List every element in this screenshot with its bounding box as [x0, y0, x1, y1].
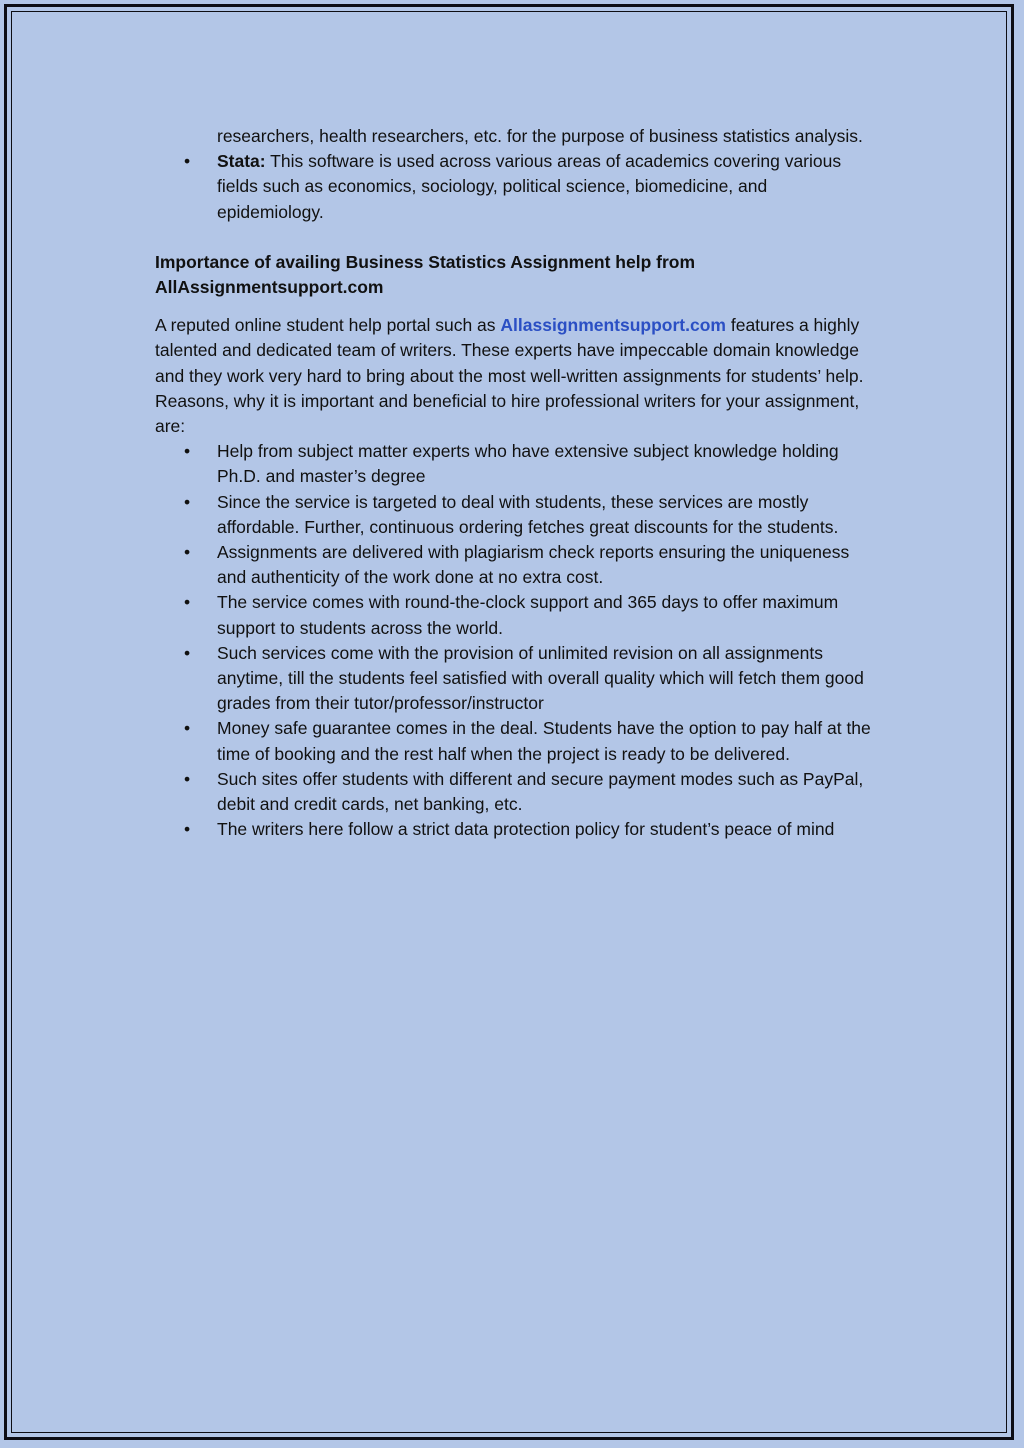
- reasons-list: [155, 439, 875, 842]
- list-item-stata: [155, 149, 875, 225]
- intro-paragraph: [155, 313, 875, 439]
- list-item-continuation: researchers, health researchers, etc. for the purpose of business statistics analysis.: [217, 126, 863, 146]
- list-item: • Such services come with the provision of unlimited revision on all assignments anytime, till the students feel satisfied with overall quality which will fetch them good grades from their tutor/professor/instructor: [155, 641, 875, 717]
- site-link[interactable]: Allassignmentsupport.com: [500, 315, 726, 336]
- list-item: • Assignments are delivered with plagiarism check reports ensuring the uniqueness and authenticity of the work done at no extra cost.: [155, 540, 875, 590]
- list-item: • Since the service is targeted to deal with students, these services are mostly affordable. Further, continuous ordering fetches great discounts for the students.: [155, 490, 875, 540]
- list-item: • Such sites offer students with different and secure payment modes such as PayPal, debit and credit cards, net banking, etc.: [155, 767, 875, 817]
- list-item-text: This software is used across various areas of academics covering various fields such as economics, sociology, political science, biomedicine, and epidemiology.: [217, 151, 842, 222]
- software-list: [155, 149, 875, 225]
- list-item: • Money safe guarantee comes in the deal. Students have the option to pay half at the time of booking and the rest half when the project is ready to be delivered.: [155, 716, 875, 766]
- list-item: • The writers here follow a strict data protection policy for student’s peace of mind: [155, 817, 875, 842]
- list-item-term: Stata:: [217, 151, 266, 172]
- list-item: • Help from subject matter experts who have extensive subject knowledge holding Ph.D. and master’s degree: [155, 439, 875, 489]
- section-heading: Importance of availing Business Statistics Assignment help from AllAssignmentsupport.com: [155, 251, 696, 298]
- intro-text-after-link: features a highly talented and dedicated team of writers. These experts have impeccable domain knowledge and they work very hard to bring about the most well-written assignments for students’ help. Reasons, why it is important and beneficial to hire professional writers for your assignment, are:: [155, 315, 864, 437]
- list-item: • The service comes with round-the-clock support and 365 days to offer maximum support to students across the world.: [155, 590, 875, 640]
- document-body: [155, 124, 875, 842]
- intro-text-before-link: A reputed online student help portal such as: [155, 315, 501, 336]
